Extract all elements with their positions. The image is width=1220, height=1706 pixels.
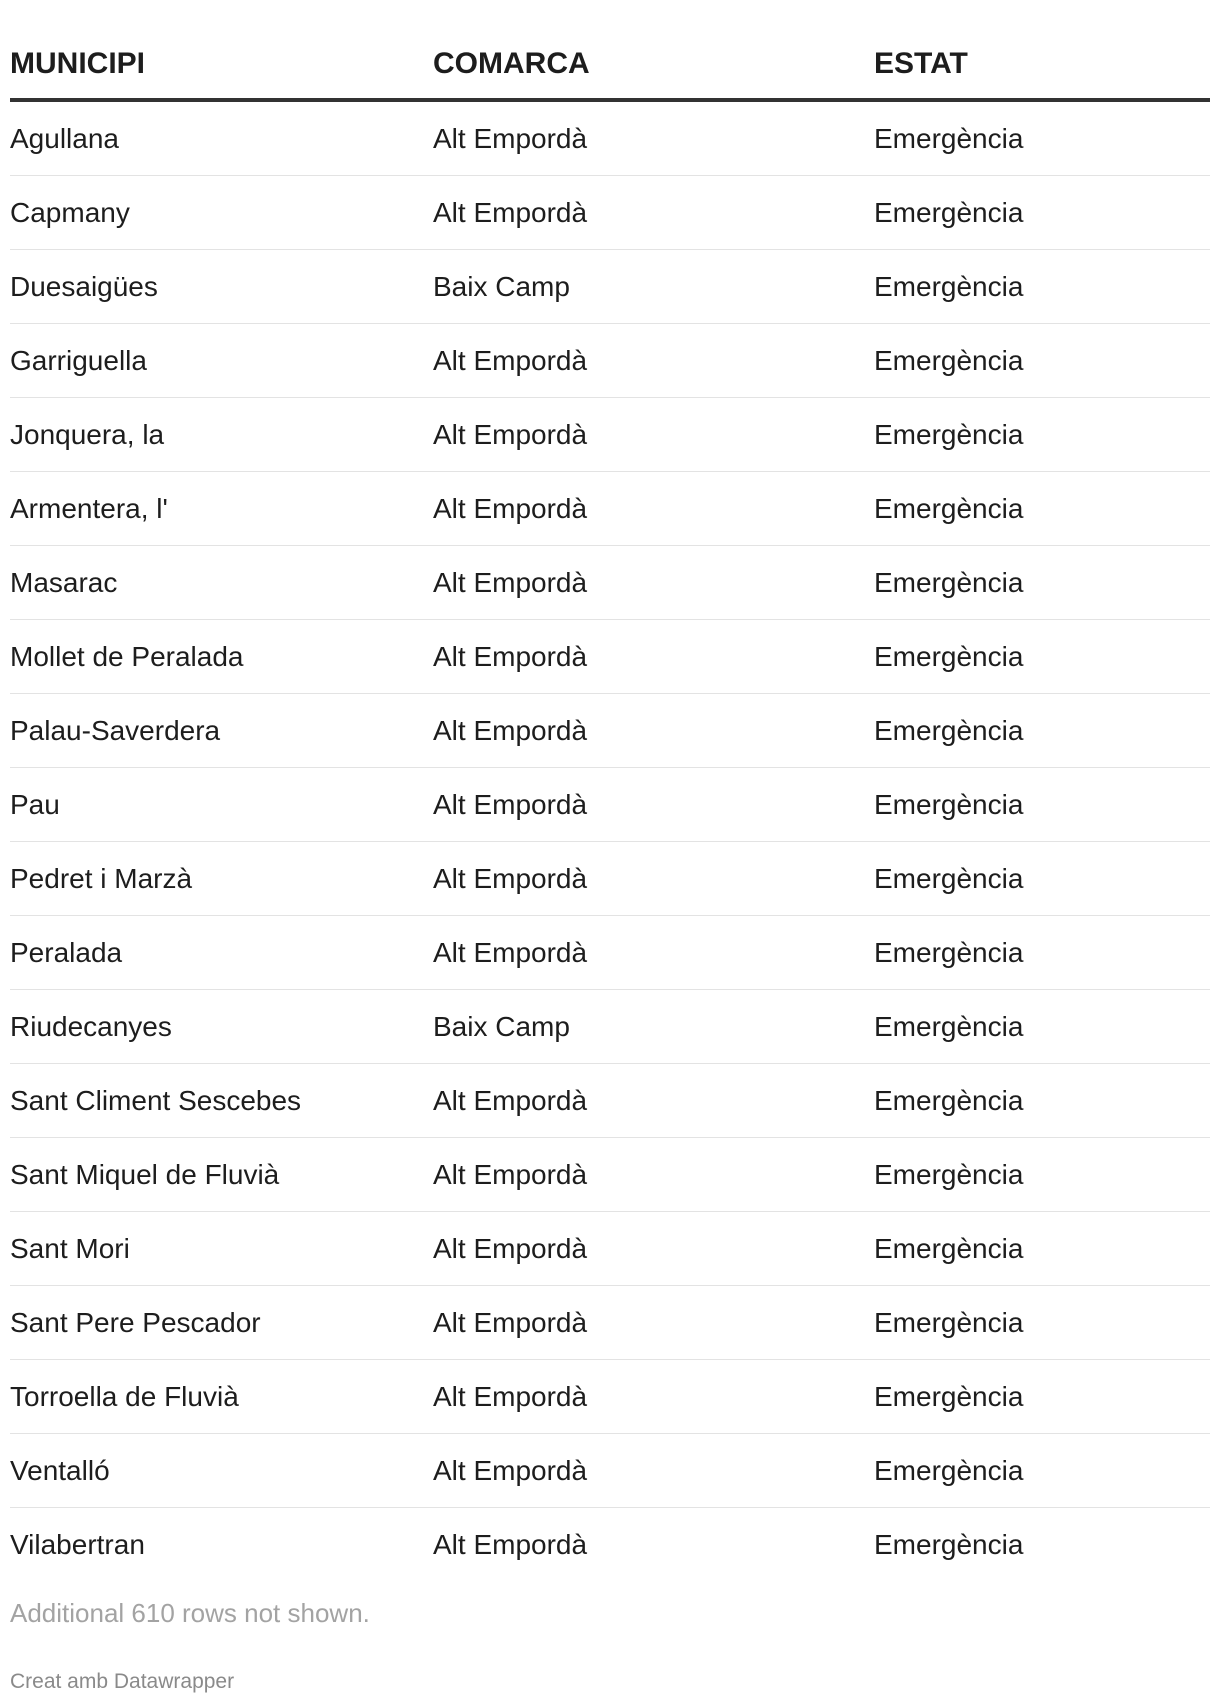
- cell-estat: Emergència: [874, 694, 1210, 768]
- table-row: [10, 1434, 1210, 1508]
- cell-estat: Emergència: [874, 620, 1210, 694]
- table-row: [10, 100, 1210, 176]
- datawrapper-credit: Creat amb Datawrapper: [10, 1670, 235, 1693]
- cell-municipi: Torroella de Fluvià: [10, 1360, 433, 1434]
- cell-estat: Emergència: [874, 1286, 1210, 1360]
- cell-municipi: Masarac: [10, 546, 433, 620]
- cell-comarca: Alt Empordà: [433, 1286, 874, 1360]
- table-row: [10, 1212, 1210, 1286]
- cell-comarca: Alt Empordà: [433, 176, 874, 250]
- cell-comarca: Alt Empordà: [433, 1212, 874, 1286]
- cell-municipi: Pedret i Marzà: [10, 842, 433, 916]
- cell-estat: Emergència: [874, 398, 1210, 472]
- cell-municipi: Capmany: [10, 176, 433, 250]
- cell-comarca: Alt Empordà: [433, 1360, 874, 1434]
- table-row: [10, 250, 1210, 324]
- table-body: [10, 100, 1210, 1581]
- cell-comarca: Alt Empordà: [433, 768, 874, 842]
- table-row: [10, 768, 1210, 842]
- cell-comarca: Alt Empordà: [433, 1064, 874, 1138]
- cell-comarca: Alt Empordà: [433, 916, 874, 990]
- table-row: [10, 176, 1210, 250]
- cell-municipi: Sant Pere Pescador: [10, 1286, 433, 1360]
- cell-municipi: Peralada: [10, 916, 433, 990]
- table-row: [10, 1508, 1210, 1582]
- cell-estat: Emergència: [874, 324, 1210, 398]
- data-table: [10, 30, 1210, 1581]
- column-header-municipi[interactable]: MUNICIPI: [10, 30, 433, 100]
- cell-comarca: Alt Empordà: [433, 1138, 874, 1212]
- cell-municipi: Ventalló: [10, 1434, 433, 1508]
- cell-comarca: Alt Empordà: [433, 546, 874, 620]
- table-row: [10, 620, 1210, 694]
- cell-municipi: Sant Mori: [10, 1212, 433, 1286]
- cell-municipi: Sant Miquel de Fluvià: [10, 1138, 433, 1212]
- additional-rows-note: Additional 610 rows not shown.: [10, 1598, 370, 1628]
- cell-estat: Emergència: [874, 768, 1210, 842]
- cell-municipi: Agullana: [10, 100, 433, 176]
- cell-comarca: Alt Empordà: [433, 472, 874, 546]
- cell-estat: Emergència: [874, 250, 1210, 324]
- cell-municipi: Jonquera, la: [10, 398, 433, 472]
- cell-estat: Emergència: [874, 990, 1210, 1064]
- cell-comarca: Alt Empordà: [433, 1528, 588, 1560]
- cell-municipi: Mollet de Peralada: [10, 620, 433, 694]
- table-header: [10, 30, 1210, 100]
- table-row: [10, 546, 1210, 620]
- column-header-estat[interactable]: ESTAT: [874, 30, 1210, 100]
- cell-estat: Emergència: [874, 916, 1210, 990]
- table-row: [10, 472, 1210, 546]
- cell-municipi: Sant Climent Sescebes: [10, 1064, 433, 1138]
- table-row: [10, 842, 1210, 916]
- cell-estat: Emergència: [874, 100, 1210, 176]
- cell-estat: Emergència: [874, 1528, 1024, 1560]
- cell-municipi: Pau: [10, 768, 433, 842]
- cell-estat: Emergència: [874, 1064, 1210, 1138]
- cell-comarca: Alt Empordà: [433, 842, 874, 916]
- cell-municipi: Duesaigües: [10, 250, 433, 324]
- cell-comarca: Alt Empordà: [433, 694, 874, 768]
- cell-comarca: Alt Empordà: [433, 398, 874, 472]
- cell-estat: Emergència: [874, 1360, 1210, 1434]
- cell-estat: Emergència: [874, 472, 1210, 546]
- table-row: [10, 1286, 1210, 1360]
- cell-municipi: Riudecanyes: [10, 990, 433, 1064]
- cell-comarca: Alt Empordà: [433, 324, 874, 398]
- cell-municipi: Garriguella: [10, 324, 433, 398]
- cell-estat: Emergència: [874, 1434, 1210, 1508]
- cell-estat: Emergència: [874, 1212, 1210, 1286]
- cell-municipi: Palau-Saverdera: [10, 694, 433, 768]
- cell-comarca: Baix Camp: [433, 990, 874, 1064]
- table-row: [10, 916, 1210, 990]
- cell-estat: Emergència: [874, 176, 1210, 250]
- table-row: [10, 1064, 1210, 1138]
- cell-municipi: Armentera, l': [10, 472, 433, 546]
- table-row: [10, 1138, 1210, 1212]
- table-row: [10, 324, 1210, 398]
- cell-comarca: Alt Empordà: [433, 1434, 874, 1508]
- cell-municipi: Vilabertran: [10, 1528, 145, 1560]
- table-row: [10, 990, 1210, 1064]
- cell-estat: Emergència: [874, 842, 1210, 916]
- table-row: [10, 694, 1210, 768]
- cell-comarca: Baix Camp: [433, 250, 874, 324]
- table-row: [10, 398, 1210, 472]
- cell-estat: Emergència: [874, 546, 1210, 620]
- cell-comarca: Alt Empordà: [433, 100, 874, 176]
- header-row: [10, 30, 1210, 100]
- cell-estat: Emergència: [874, 1138, 1210, 1212]
- column-header-comarca[interactable]: COMARCA: [433, 30, 874, 100]
- table-row: [10, 1360, 1210, 1434]
- cell-comarca: Alt Empordà: [433, 620, 874, 694]
